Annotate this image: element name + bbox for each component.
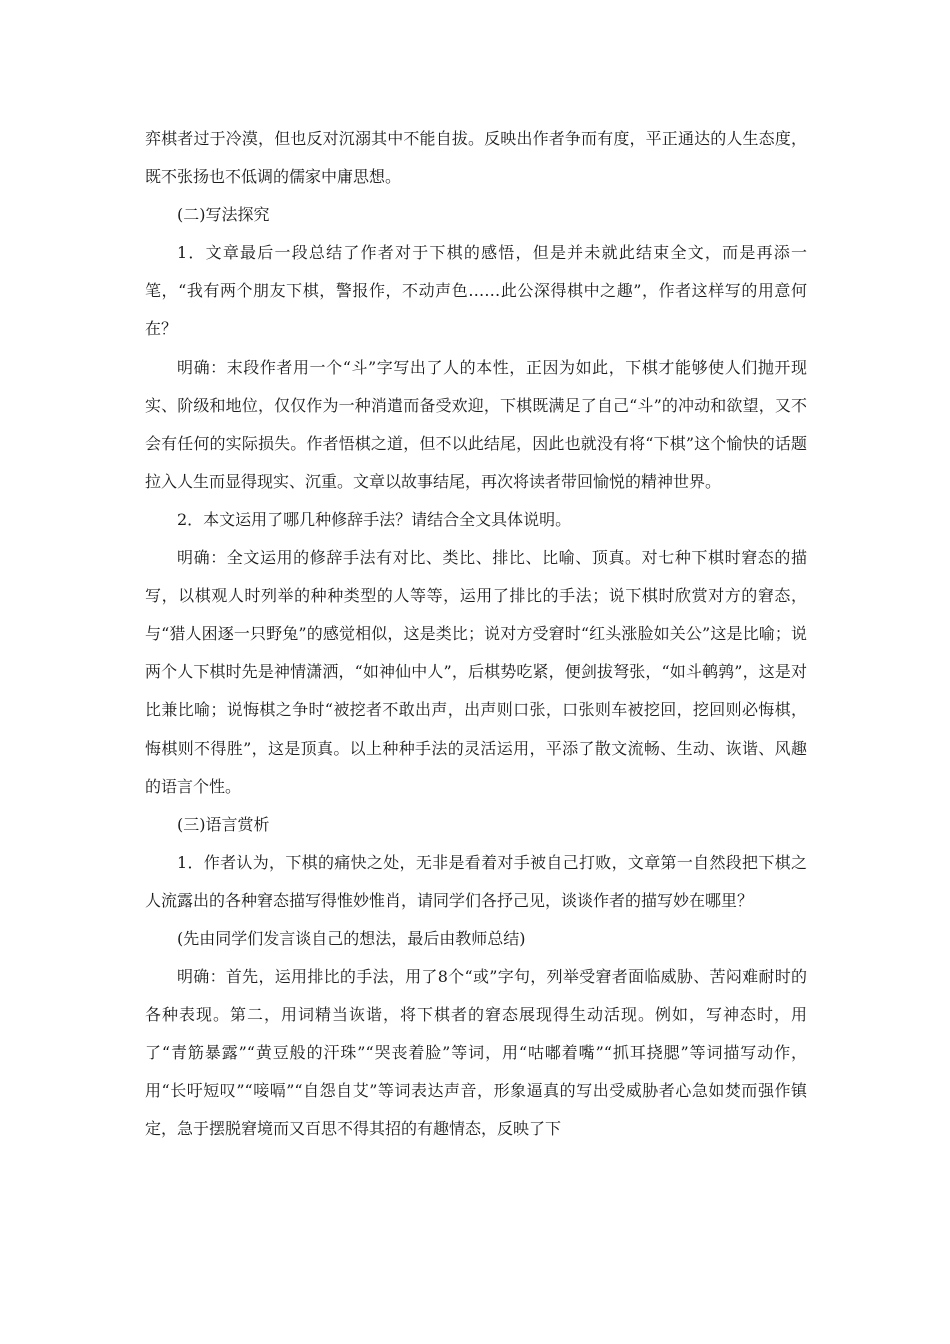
question-2: 2．本文运用了哪几种修辞手法？请结合全文具体说明。 xyxy=(177,509,572,529)
question-3: 1．作者认为，下棋的痛快之处，无非是看着对手被自己打败，文章第一自然段把下棋之人流露出的各种窘态描写得惟妙惟肖，请同学们各抒己见，谈谈作者的描写妙在哪里？ xyxy=(145,852,807,910)
document-body xyxy=(145,120,807,1149)
answer-3: 明确：首先，运用排比的手法，用了8个“或”字句，列举受窘者面临威胁、苦闷难耐时的各种表现。第二，用词精当诙谐，将下棋者的窘态展现得生动活现。例如，写神态时，用了“青筋暴露”“黄豆般的汗珠”“哭丧着脸”等词，用“咕嘟着嘴”“抓耳挠腮”等词描写动作，用“长吁短叹”“唼嗝”“自怨自艾”等词表达声音，形象逼真的写出受威胁者心急如焚而强作镇定，急于摆脱窘境而又百思不得其招的有趣情态，反映了下 xyxy=(145,967,807,1139)
answer-1: 明确：末段作者用一个“斗”字写出了人的本性，正因为如此，下棋才能够使人们抛开现实、阶级和地位，仅仅作为一种消遣而备受欢迎，下棋既满足了自己“斗”的冲动和欲望，又不会有任何的实际损失。作者悟棋之道，但不以此结尾，因此也就没有将“下棋”这个愉快的话题拉入人生而显得现实、沉重。文章以故事结尾，再次将读者带回愉悦的精神世界。 xyxy=(145,357,807,491)
section-heading-language-appreciation: (三)语言赏析 xyxy=(177,814,270,834)
teacher-note: (先由同学们发言谈自己的想法，最后由教师总结) xyxy=(177,928,526,948)
question-1: 1．文章最后一段总结了作者对于下棋的感悟，但是并未就此结束全文，而是再添一笔，“我有两个朋友下棋，警报作，不动声色……此公深得棋中之趣”，作者这样写的用意何在？ xyxy=(145,243,807,339)
section-heading-writing-method: (二)写法探究 xyxy=(177,205,270,225)
answer-2: 明确：全文运用的修辞手法有对比、类比、排比、比喻、顶真。对七种下棋时窘态的描写，以棋观人时列举的种种类型的人等等，运用了排比的手法；说下棋时欣赏对方的窘态，与“猎人困逐一只野兔”的感觉相似，这是类比；说对方受窘时“红头涨脸如关公”这是比喻；说两个人下棋时先是神情潇洒，“如神仙中人”，后棋势吃紧，便剑拔弩张，“如斗鹌鹑”，这是对比兼比喻；说悔棋之争时“被挖者不敢出声，出声则口张，口张则车被挖回，挖回则必悔棋，悔棋则不得胜”，这是顶真。以上种种手法的灵活运用，平添了散文流畅、生动、诙谐、风趣的语言个性。 xyxy=(145,548,807,796)
paragraph-continuation: 弈棋者过于冷漠，但也反对沉溺其中不能自拔。反映出作者争而有度，平正通达的人生态度，既不张扬也不低调的儒家中庸思想。 xyxy=(145,129,807,187)
